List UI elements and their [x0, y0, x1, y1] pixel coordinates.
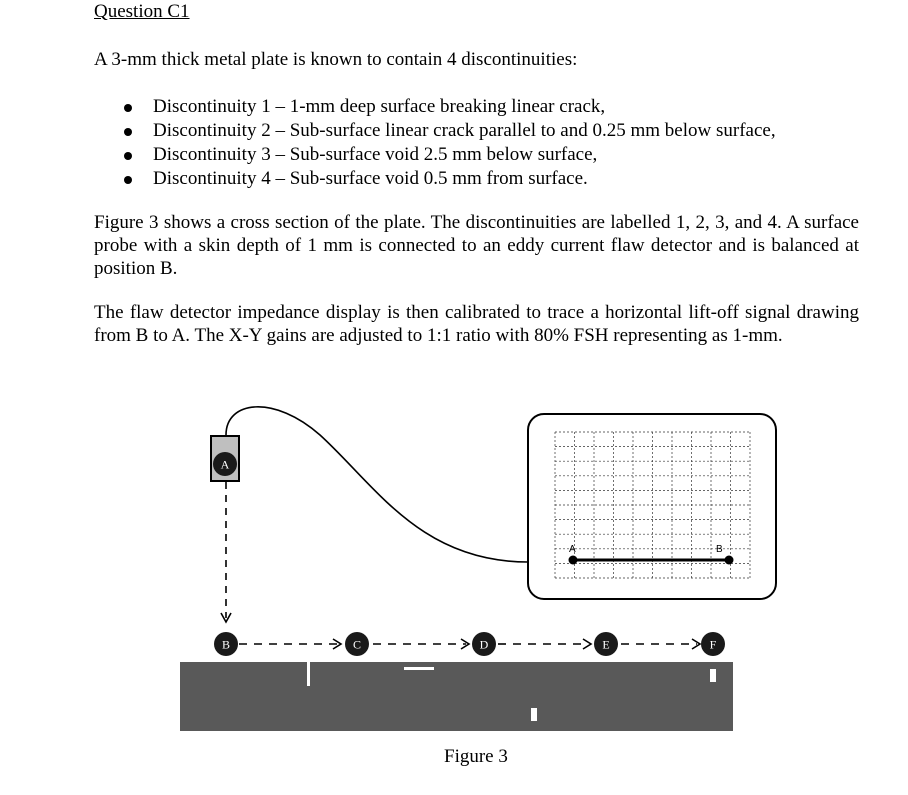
trace-start-dot	[569, 556, 578, 565]
position-marker-e	[594, 632, 618, 656]
position-marker-a	[213, 452, 237, 476]
question-heading: Question C1	[94, 1, 190, 22]
list-item: Discontinuity 4 – Sub-surface void 0.5 mm from surface.	[124, 167, 776, 191]
position-marker-f	[701, 632, 725, 656]
position-marker-c	[345, 632, 369, 656]
discontinuity-3-deep-void	[531, 708, 537, 721]
list-item: Discontinuity 2 – Sub-surface linear crack parallel to and 0.25 mm below surface,	[124, 119, 776, 143]
screen-label-a: A	[569, 544, 576, 555]
marker-label: F	[709, 637, 717, 652]
figure-caption: Figure 3	[444, 746, 508, 767]
paragraph-figure-description: Figure 3 shows a cross section of the plate. The discontinuities are labelled 1, 2, 3, and 4. A surface probe with a skin depth of 1 mm is connected to an eddy current flaw detector and is balanced at position B.	[94, 212, 859, 279]
discontinuity-4-near-surface-void	[710, 669, 716, 682]
paragraph-calibration: The flaw detector impedance display is then calibrated to trace a horizontal lift-off signal drawing from B to A. The X-Y gains are adjusted to 1:1 ratio with 80% FSH representing as 1-mm.	[94, 302, 859, 346]
marker-label: A	[220, 457, 230, 472]
marker-label: B	[221, 637, 231, 652]
marker-label: E	[602, 637, 610, 652]
discontinuity-1-surface-crack	[307, 662, 310, 686]
position-marker-b	[214, 632, 238, 656]
screen-label-b: B	[716, 544, 723, 555]
position-marker-d	[472, 632, 496, 656]
scan-path	[239, 639, 700, 649]
impedance-display	[528, 414, 776, 599]
list-item: Discontinuity 1 – 1-mm deep surface breaking linear crack,	[124, 95, 776, 119]
metal-plate	[180, 662, 733, 731]
probe-cable	[226, 407, 528, 562]
marker-label: D	[479, 637, 489, 652]
intro-text: A 3-mm thick metal plate is known to contain 4 discontinuities:	[94, 49, 578, 70]
discontinuity-2-subsurface-crack	[404, 667, 434, 670]
marker-label: C	[352, 637, 362, 652]
trace-end-dot	[725, 556, 734, 565]
list-item: Discontinuity 3 – Sub-surface void 2.5 mm below surface,	[124, 143, 776, 167]
